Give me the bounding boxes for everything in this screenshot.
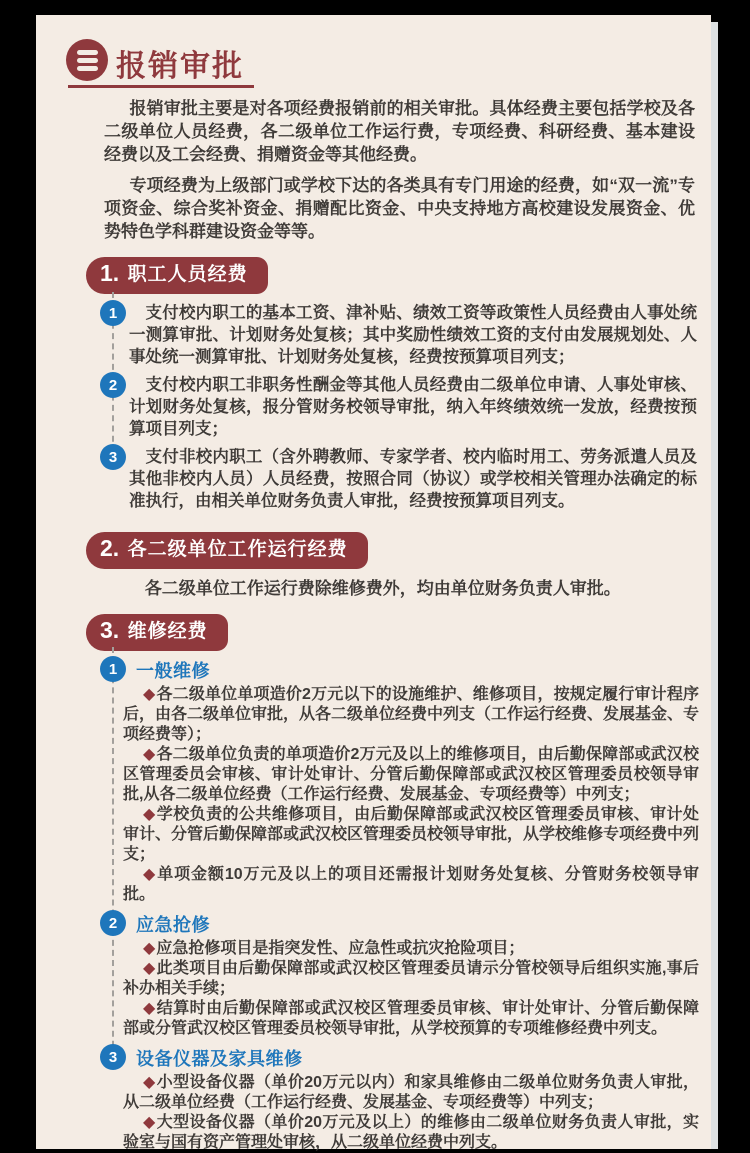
diamond-bullet-icon: ◆	[143, 1114, 156, 1131]
bullet-text: 大型设备仪器（单价20万元及以上）的维修由二级单位财务负责人审批，实验室与国有资产管理处审核，从二级单位经费中列支。	[123, 1114, 699, 1151]
step-text: 支付校内职工的基本工资、津补贴、绩效工资等政策性人员经费由人事处统一测算审批、计划财务处复核；其中奖励性绩效工资的支付由发展规划处、人事处统一测算审批、计划财务处复核，经费按预算项目列支；	[129, 304, 697, 366]
step-item	[100, 302, 697, 368]
diamond-bullet-icon: ◆	[143, 1000, 156, 1017]
bullet-item	[123, 685, 699, 745]
diamond-bullet-icon: ◆	[143, 746, 156, 763]
page-title: 报销审批	[116, 50, 244, 83]
step-number-badge: 3	[100, 1044, 126, 1070]
step-number-badge: 1	[100, 300, 126, 326]
page-header	[66, 39, 701, 89]
step-number-badge: 1	[100, 656, 126, 682]
diamond-bullet-icon: ◆	[143, 960, 156, 977]
step-number-badge: 2	[100, 910, 126, 936]
intro-paragraph-2: 专项经费为上级部门或学校下达的各类具有专门用途的经费，如“双一流”专项资金、综合奖补资金、捐赠配比资金、中央支持地方高校建设发展资金、优势特色学科群建设资金等等。	[104, 176, 695, 241]
section-2-note: 各二级单位工作运行费除维修费外，均由单位财务负责人审批。	[144, 579, 621, 598]
subsection-general-maintenance	[100, 657, 701, 905]
bullet-item	[123, 939, 699, 959]
step-item	[100, 446, 697, 512]
section-badge-maintenance-funds	[86, 614, 228, 651]
bullet-item	[123, 959, 699, 999]
bullet-text: 应急抢修项目是指突发性、应急性或抗灾抢险项目；	[156, 940, 525, 957]
section-3-subsections	[64, 657, 701, 1153]
diamond-bullet-icon: ◆	[143, 1074, 156, 1091]
subsection-title: 应急抢修	[136, 915, 210, 935]
bullet-text: 小型设备仪器（单价20万元以内）和家具维修由二级单位财务负责人审批，从二级单位经费（工作运行经费、发展基金、专项经费等）中列支；	[123, 1074, 699, 1111]
title-underline	[68, 85, 254, 88]
bullet-item	[123, 999, 699, 1039]
subsection-title: 一般维修	[136, 661, 210, 681]
badge-number: 1.	[100, 260, 120, 286]
content-panel	[36, 15, 711, 1149]
badge-number: 3.	[100, 617, 120, 643]
bullet-text: 单项金额10万元及以上的项目还需报计划财务处复核、分管财务校领导审批。	[123, 866, 699, 903]
bullet-item	[123, 865, 699, 905]
bullet-text: 学校负责的公共维修项目，由后勤保障部或武汉校区管理委员审核、审计处审计、分管后勤保障部或武汉校区管理委员校领导审批，从学校维修专项经费中列支；	[123, 806, 700, 863]
bullet-text: 各二级单位负责的单项造价2万元及以上的维修项目，由后勤保障部或武汉校区管理委员会审核、审计处审计、分管后勤保障部或武汉校区管理委员校领导审批,从各二级单位经费（工作运行经费、发展基金、专项经费等）中列支；	[123, 746, 699, 803]
badge-number: 2.	[100, 535, 120, 561]
section-badge-unit-operating-funds	[86, 532, 368, 569]
diamond-bullet-icon: ◆	[143, 686, 156, 703]
subsection-header	[100, 911, 701, 937]
diamond-bullet-icon: ◆	[143, 806, 156, 823]
subsection-title: 设备仪器及家具维修	[136, 1049, 303, 1069]
badge-label: 职工人员经费	[127, 264, 248, 285]
badge-label: 各二级单位工作运行经费	[127, 539, 348, 560]
step-number-badge: 3	[100, 444, 126, 470]
bullet-item	[123, 745, 699, 805]
section-1-steps	[64, 302, 701, 512]
menu-icon	[66, 39, 108, 81]
step-text: 支付校内职工非职务性酬金等其他人员经费由二级单位申请、人事处审核、计划财务处复核，报分管财务校领导审批，纳入年终绩效统一发放，经费按预算项目列支；	[129, 376, 697, 438]
subsection-emergency-repair	[100, 911, 701, 1039]
step-text: 支付非校内职工（含外聘教师、专家学者、校内临时用工、劳务派遣人员及其他非校内人员）人员经费，按照合同（协议）或学校相关管理办法确定的标准执行，由相关单位财务负责人审批，经费按预算项目列支。	[129, 448, 697, 510]
section-badge-staff-funds	[86, 257, 268, 294]
subsection-header	[100, 1045, 701, 1071]
page-edge	[711, 22, 718, 1149]
subsection-equipment-furniture-repair	[100, 1045, 701, 1153]
step-item	[100, 374, 697, 440]
bullet-item	[123, 805, 699, 865]
bullet-text: 结算时由后勤保障部或武汉校区管理委员审核、审计处审计、分管后勤保障部或分管武汉校区管理委员校领导审批，从学校预算的专项维修经费中列支。	[123, 1000, 699, 1037]
bullet-text: 此类项目由后勤保障部或武汉校区管理委员请示分管校领导后组织实施,事后补办相关手续；	[123, 960, 699, 997]
step-number-badge: 2	[100, 372, 126, 398]
diamond-bullet-icon: ◆	[143, 940, 156, 957]
bullet-item	[123, 1113, 699, 1153]
bullet-item	[123, 1073, 699, 1113]
subsection-header	[100, 657, 701, 683]
bullet-text: 各二级单位单项造价2万元以下的设施维护、维修项目，按规定履行审计程序后，由各二级单位审批，从各二级单位经费中列支（工作运行经费、发展基金、专项经费等）；	[123, 686, 700, 743]
diamond-bullet-icon: ◆	[143, 866, 157, 883]
badge-label: 维修经费	[127, 621, 208, 642]
intro-paragraph-1: 报销审批主要是对各项经费报销前的相关审批。具体经费主要包括学校及各二级单位人员经费，各二级单位工作运行费，专项经费、科研经费、基本建设经费以及工会经费、捐赠资金等其他经费。	[104, 99, 695, 164]
